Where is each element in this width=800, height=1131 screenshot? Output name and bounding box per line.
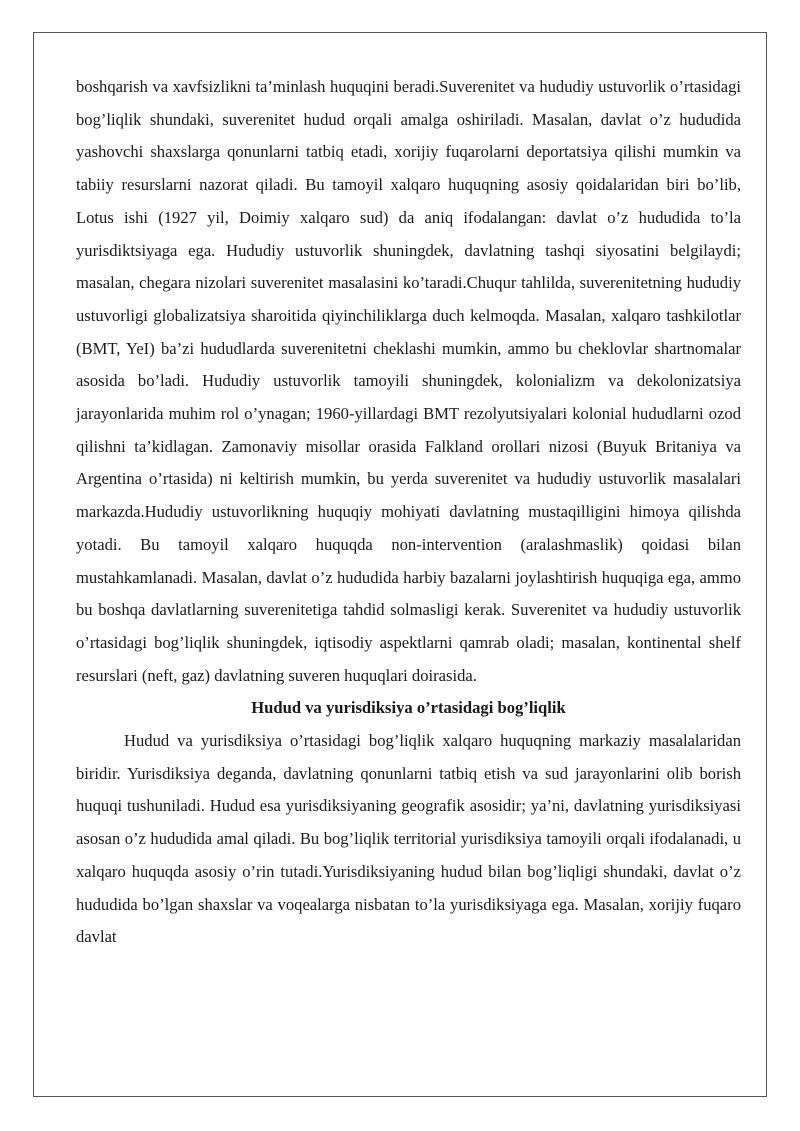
section-heading: Hudud va yurisdiksiya o’rtasidagi bog’liqlik bbox=[251, 698, 566, 718]
document-body bbox=[76, 71, 741, 954]
paragraph-territory-jurisdiction: Hudud va yurisdiksiya o’rtasidagi bog’liqlik xalqaro huquqning markaziy masalalaridan biridir. Yurisdiksiya deganda, davlatning qonunlarni tatbiq etish va sud jarayonlarini olib borish huquqi tushuniladi. Hudud esa yurisdiksiyaning geografik asosidir; ya’ni, davlatning yurisdiksiyasi asosan o’z hududida amal qiladi. Bu bog’liqlik territorial yurisdiksiya tamoyili orqali ifodalanadi, u xalqaro huquqda asosiy o’rin tutadi.Yurisdiksiyaning hudud bilan bog’liqligi shundaki, davlat o’z hududida bo’lgan shaxslar va voqealarga nisbatan to’la yurisdiksiyaga ega. Masalan, xorijiy fuqaro davlat bbox=[76, 731, 741, 947]
paragraph-continued: boshqarish va xavfsizlikni ta’minlash huquqini beradi.Suverenitet va hududiy ustuvorlik o’rtasidagi bog’liqlik shundaki, suverenitet hudud orqali amalga oshiriladi. Masalan, davlat o’z hududida yashovchi shaxslarga qonunlarni tatbiq etadi, xorijiy fuqarolarni deportatsiya qilishi mumkin va tabiiy resurslarni nazorat qiladi. Bu tamoyil xalqaro huquqning asosiy qoidalaridan biri bo’lib, Lotus ishi (1927 yil, Doimiy xalqaro sud) da aniq ifodalangan: davlat o’z hududida to’la yurisdiktsiyaga ega. Hududiy ustuvorlik shuningdek, davlatning tashqi siyosatini belgilaydi; masalan, chegara nizolari suverenitet masalasini ko’taradi.Chuqur tahlilda, suverenitetning hududiy ustuvorligi globalizatsiya sharoitida qiyinchiliklarga duch kelmoqda. Masalan, xalqaro tashkilotlar (BMT, YeI) ba’zi hududlarda suverenitetni cheklashi mumkin, ammo bu cheklovlar shartnomalar asosida bo’ladi. Hududiy ustuvorlik tamoyili shuningdek, kolonializm va dekolonizatsiya jarayonlarida muhim rol o’ynagan; 1960-yillardagi BMT rezolyutsiyalari kolonial hududlarni ozod qilishni ta’kidlagan. Zamonaviy misollar orasida Falkland orollari nizosi (Buyuk Britaniya va Argentina o’rtasida) ni keltirish mumkin, bu yerda suverenitet va hududiy ustuvorlik masalalari markazda.Hududiy ustuvorlikning huquqiy mohiyati davlatning mustaqilligini himoya qilishda yotadi. Bu tamoyil xalqaro huquqda non-intervention (aralashmaslik) qoidasi bilan mustahkamlanadi. Masalan, davlat o’z hududida harbiy bazalarni joylashtirish huquqiga ega, ammo bu boshqa davlatlarning suverenitetiga tahdid solmasligi kerak. Suverenitet va hududiy ustuvorlik o’rtasidagi bog’liqlik shuningdek, iqtisodiy aspektlarni qamrab oladi; masalan, kontinental shelf resurslari (neft, gaz) davlatning suveren huquqlari doirasida. bbox=[76, 77, 741, 685]
